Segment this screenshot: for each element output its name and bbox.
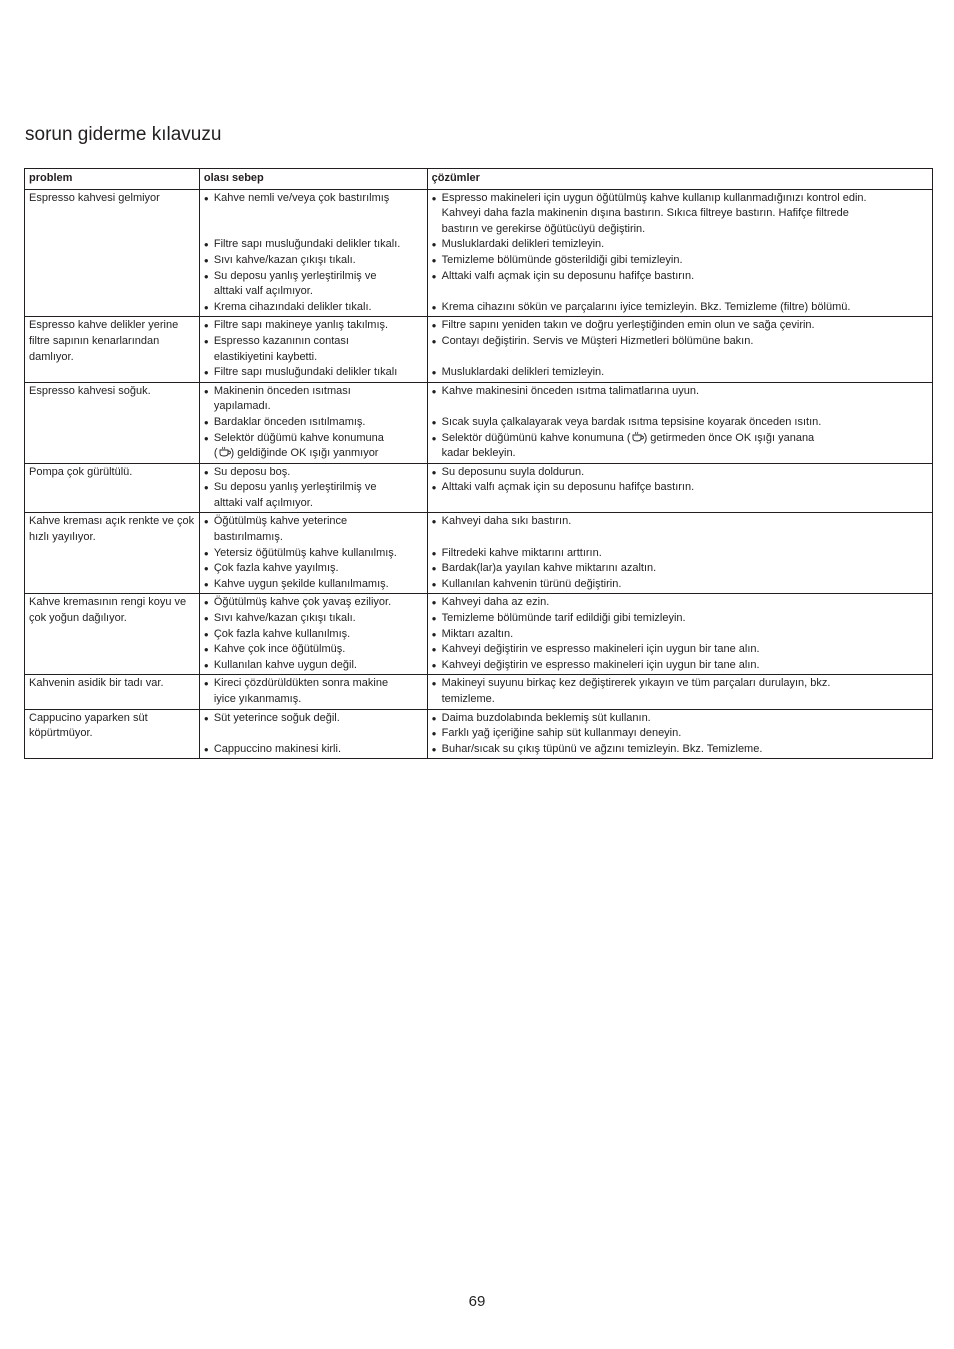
solution-cell [427,513,932,594]
header-problem: problem [25,169,200,190]
solution-item [432,514,928,530]
solution-text: Temizleme bölümünde tarif edildiği gibi temizleyin. [441,612,686,625]
solution-text: Bardak(lar)a yayılan kahve miktarını azaltın. [441,562,657,575]
solution-item [432,611,928,627]
line-spacer [204,206,423,222]
cause-text: Espresso kazanının contası [213,334,349,347]
cause-item [204,611,423,627]
cause-text: bastırılmamış. [213,531,283,544]
solution-item [432,431,928,462]
problem-cell: Espresso kahvesi gelmiyor [25,189,200,317]
solution-text: Filtredeki kahve miktarını arttırın. [441,546,602,559]
solution-item [432,269,928,285]
solution-text: ) getirmeden önce OK ışığı yanana [643,431,815,444]
cause-item [204,577,423,593]
solution-item [432,711,928,727]
solution-item [432,577,928,593]
table-row [25,463,933,513]
cause-item [204,742,423,758]
solution-cell [427,463,932,513]
problem-cell: Espresso kahvesi soğuk. [25,382,200,463]
line-spacer [204,726,423,742]
solution-text: Kahveyi daha fazla makinenin dışına bastırın. Sıkıca filtreye bastırın. Hafifçe filtrede [441,207,849,220]
cause-text: Çok fazla kahve kullanılmış. [213,627,351,640]
solution-item [432,595,928,611]
solution-item [432,300,928,316]
cause-item [204,237,423,253]
solution-cell [427,189,932,317]
table-row [25,675,933,709]
cause-text: alttaki valf açılmıyor. [213,496,313,509]
cause-item [204,431,423,462]
cause-item [204,300,423,316]
cause-text: Filtre sapı makineye yanlış takılmış. [213,319,389,332]
cause-item [204,334,423,365]
problem-cell: Espresso kahve delikler yerine filtre sapının kenarlarından damlıyor. [25,317,200,382]
solution-item [432,334,928,350]
solution-item [432,561,928,577]
cause-item [204,711,423,727]
cause-item [204,269,423,300]
cause-text: Su deposu yanlış yerleştirilmiş ve [213,481,377,494]
table-row [25,594,933,675]
cause-text: ) geldiğinde OK ışığı yanmıyor [230,447,379,460]
table-row [25,513,933,594]
cause-item [204,384,423,415]
solution-item [432,318,928,334]
cause-text: elastikiyetini kaybetti. [213,350,318,363]
cause-cell [199,709,427,759]
solution-cell [427,675,932,709]
solution-text: Sıcak suyla çalkalayarak veya bardak ısıtma tepsisine koyarak önceden ısıtın. [441,415,822,428]
cause-text: Öğütülmüş kahve çok yavaş eziliyor. [213,596,392,609]
cause-text: Çok fazla kahve yayılmış. [213,562,339,575]
solution-text: Musluklardaki delikleri temizleyin. [441,366,605,379]
solution-item [432,465,928,481]
cause-item [204,514,423,545]
cause-text: Öğütülmüş kahve yeterince [213,515,348,528]
cause-item [204,676,423,707]
cause-text: Sıvı kahve/kazan çıkışı tıkalı. [213,253,356,266]
solution-text: Filtre sapını yeniden takın ve doğru yerleştiğinden emin olun ve sağa çevirin. [441,319,815,332]
problem-cell: Cappucino yaparken süt köpürtmüyor. [25,709,200,759]
cause-text: Bardaklar önceden ısıtılmamış. [213,415,366,428]
cause-cell [199,317,427,382]
cause-text: Kahve çok ince öğütülmüş. [213,643,346,656]
header-solution: çözümler [427,169,932,190]
cause-cell [199,594,427,675]
line-spacer [432,399,928,415]
solution-text: kadar bekleyin. [441,447,516,460]
problem-cell: Kahvenin asidik bir tadı var. [25,675,200,709]
cause-cell [199,463,427,513]
problem-cell: Kahve kremasının rengi koyu ve çok yoğun dağılıyor. [25,594,200,675]
cause-text: Yetersiz öğütülmüş kahve kullanılmış. [213,546,397,559]
solution-item [432,480,928,496]
solution-cell [427,594,932,675]
cause-item [204,480,423,511]
cause-text: Krema cihazındaki delikler tıkalı. [213,300,372,313]
line-spacer [432,284,928,300]
solution-cell [427,709,932,759]
coffee-cup-icon [631,431,644,442]
page-title: sorun giderme kılavuzu [25,124,222,145]
cause-cell [199,189,427,317]
cause-cell [199,675,427,709]
solution-text: temizleme. [441,693,495,705]
cause-text: Makinenin önceden ısıtması [213,384,351,397]
solution-item [432,415,928,431]
table-row [25,709,933,759]
cause-text: ( [213,447,218,460]
solution-text: Espresso makineleri için uygun öğütülmüş kahve kullanıp kullanmadığınızı kontrol edin. [441,191,867,204]
cause-text: Selektör düğümü kahve konumuna [213,431,384,444]
problem-cell: Kahve kreması açık renkte ve çok hızlı yayılıyor. [25,513,200,594]
cause-text: yapılamadı. [213,400,271,413]
cause-text: Su deposu yanlış yerleştirilmiş ve [213,269,377,282]
cause-item [204,365,423,381]
cause-item [204,415,423,431]
solution-text: Musluklardaki delikleri temizleyin. [441,238,605,251]
cause-text: Filtre sapı musluğundaki delikler tıkalı [213,366,398,379]
cause-item [204,465,423,481]
cause-text: Kahve uygun şekilde kullanılmamış. [213,577,389,590]
line-spacer [204,222,423,238]
cause-item [204,658,423,674]
solution-text: Buhar/sıcak su çıkış tüpünü ve ağzını temizleyin. Bkz. Temizleme. [441,742,763,755]
cause-item [204,253,423,269]
header-cause: olası sebep [199,169,427,190]
solution-item [432,658,928,674]
cause-text: Kireci çözdürüldükten sonra makine [213,677,389,690]
solution-item [432,384,928,400]
solution-text: Krema cihazını sökün ve parçalarını iyice temizleyin. Bkz. Temizleme (filtre) bölümü. [441,300,851,313]
solution-text: bastırın ve gerekirse öğütücüyü değiştirin. [441,222,646,235]
troubleshooting-table [24,168,933,759]
cause-text: Süt yeterince soğuk değil. [213,711,340,724]
cause-text: alttaki valf açılmıyor. [213,285,313,298]
solution-item [432,742,928,758]
solution-text: Kahveyi değiştirin ve espresso makineleri için uygun bir tane alın. [441,643,760,656]
solution-text: Makineyi suyunu birkaç kez değiştirerek yıkayın ve tüm parçaları durulayın, bkz. [441,677,831,690]
solution-item [432,676,928,707]
solution-item [432,546,928,562]
solution-text: Alttaki valfı açmak için su deposunu hafifçe bastırın. [441,269,695,282]
solution-text: Farklı yağ içeriğine sahip süt kullanmayı deneyin. [441,727,682,740]
solution-text: Kahve makinesini önceden ısıtma talimatlarına uyun. [441,384,700,397]
problem-cell: Pompa çok gürültülü. [25,463,200,513]
solution-text: Kullanılan kahvenin türünü değiştirin. [441,577,622,590]
solution-text: Kahveyi daha az ezin. [441,596,550,609]
line-spacer [432,350,928,366]
page-number: 69 [468,1293,486,1310]
solution-text: Su deposunu suyla doldurun. [441,465,585,478]
solution-text: Kahveyi daha sıkı bastırın. [441,515,572,528]
coffee-cup-icon [218,446,231,457]
cause-text: iyice yıkanmamış. [213,693,302,705]
cause-item [204,627,423,643]
cause-cell [199,382,427,463]
cause-item [204,595,423,611]
table-row [25,382,933,463]
cause-text: Kahve nemli ve/veya çok bastırılmış [213,191,390,204]
table-row [25,189,933,317]
solution-item [432,191,928,238]
solution-item [432,237,928,253]
solution-cell [427,382,932,463]
solution-item [432,365,928,381]
solution-text: Temizleme bölümünde gösterildiği gibi temizleyin. [441,253,683,266]
cause-text: Cappuccino makinesi kirli. [213,742,342,755]
solution-text: Kahveyi değiştirin ve espresso makineleri için uygun bir tane alın. [441,658,760,671]
solution-item [432,726,928,742]
line-spacer [432,530,928,546]
solution-item [432,642,928,658]
solution-text: Daima buzdolabında beklemiş süt kullanın. [441,711,651,724]
cause-cell [199,513,427,594]
solution-cell [427,317,932,382]
solution-text: Miktarı azaltın. [441,627,514,640]
solution-text: Selektör düğümünü kahve konumuna ( [441,431,631,444]
cause-text: Su deposu boş. [213,465,291,478]
solution-text: Alttaki valfı açmak için su deposunu hafifçe bastırın. [441,481,695,494]
solution-item [432,253,928,269]
solution-text: Contayı değiştirin. Servis ve Müşteri Hizmetleri bölümüne bakın. [441,334,754,347]
solution-item [432,627,928,643]
cause-text: Sıvı kahve/kazan çıkışı tıkalı. [213,612,356,625]
table-header-row [25,169,933,190]
table-row [25,317,933,382]
cause-item [204,318,423,334]
cause-text: Filtre sapı musluğundaki delikler tıkalı. [213,238,401,251]
cause-item [204,561,423,577]
cause-item [204,191,423,207]
cause-item [204,546,423,562]
cause-text: Kullanılan kahve uygun değil. [213,658,357,671]
cause-item [204,642,423,658]
